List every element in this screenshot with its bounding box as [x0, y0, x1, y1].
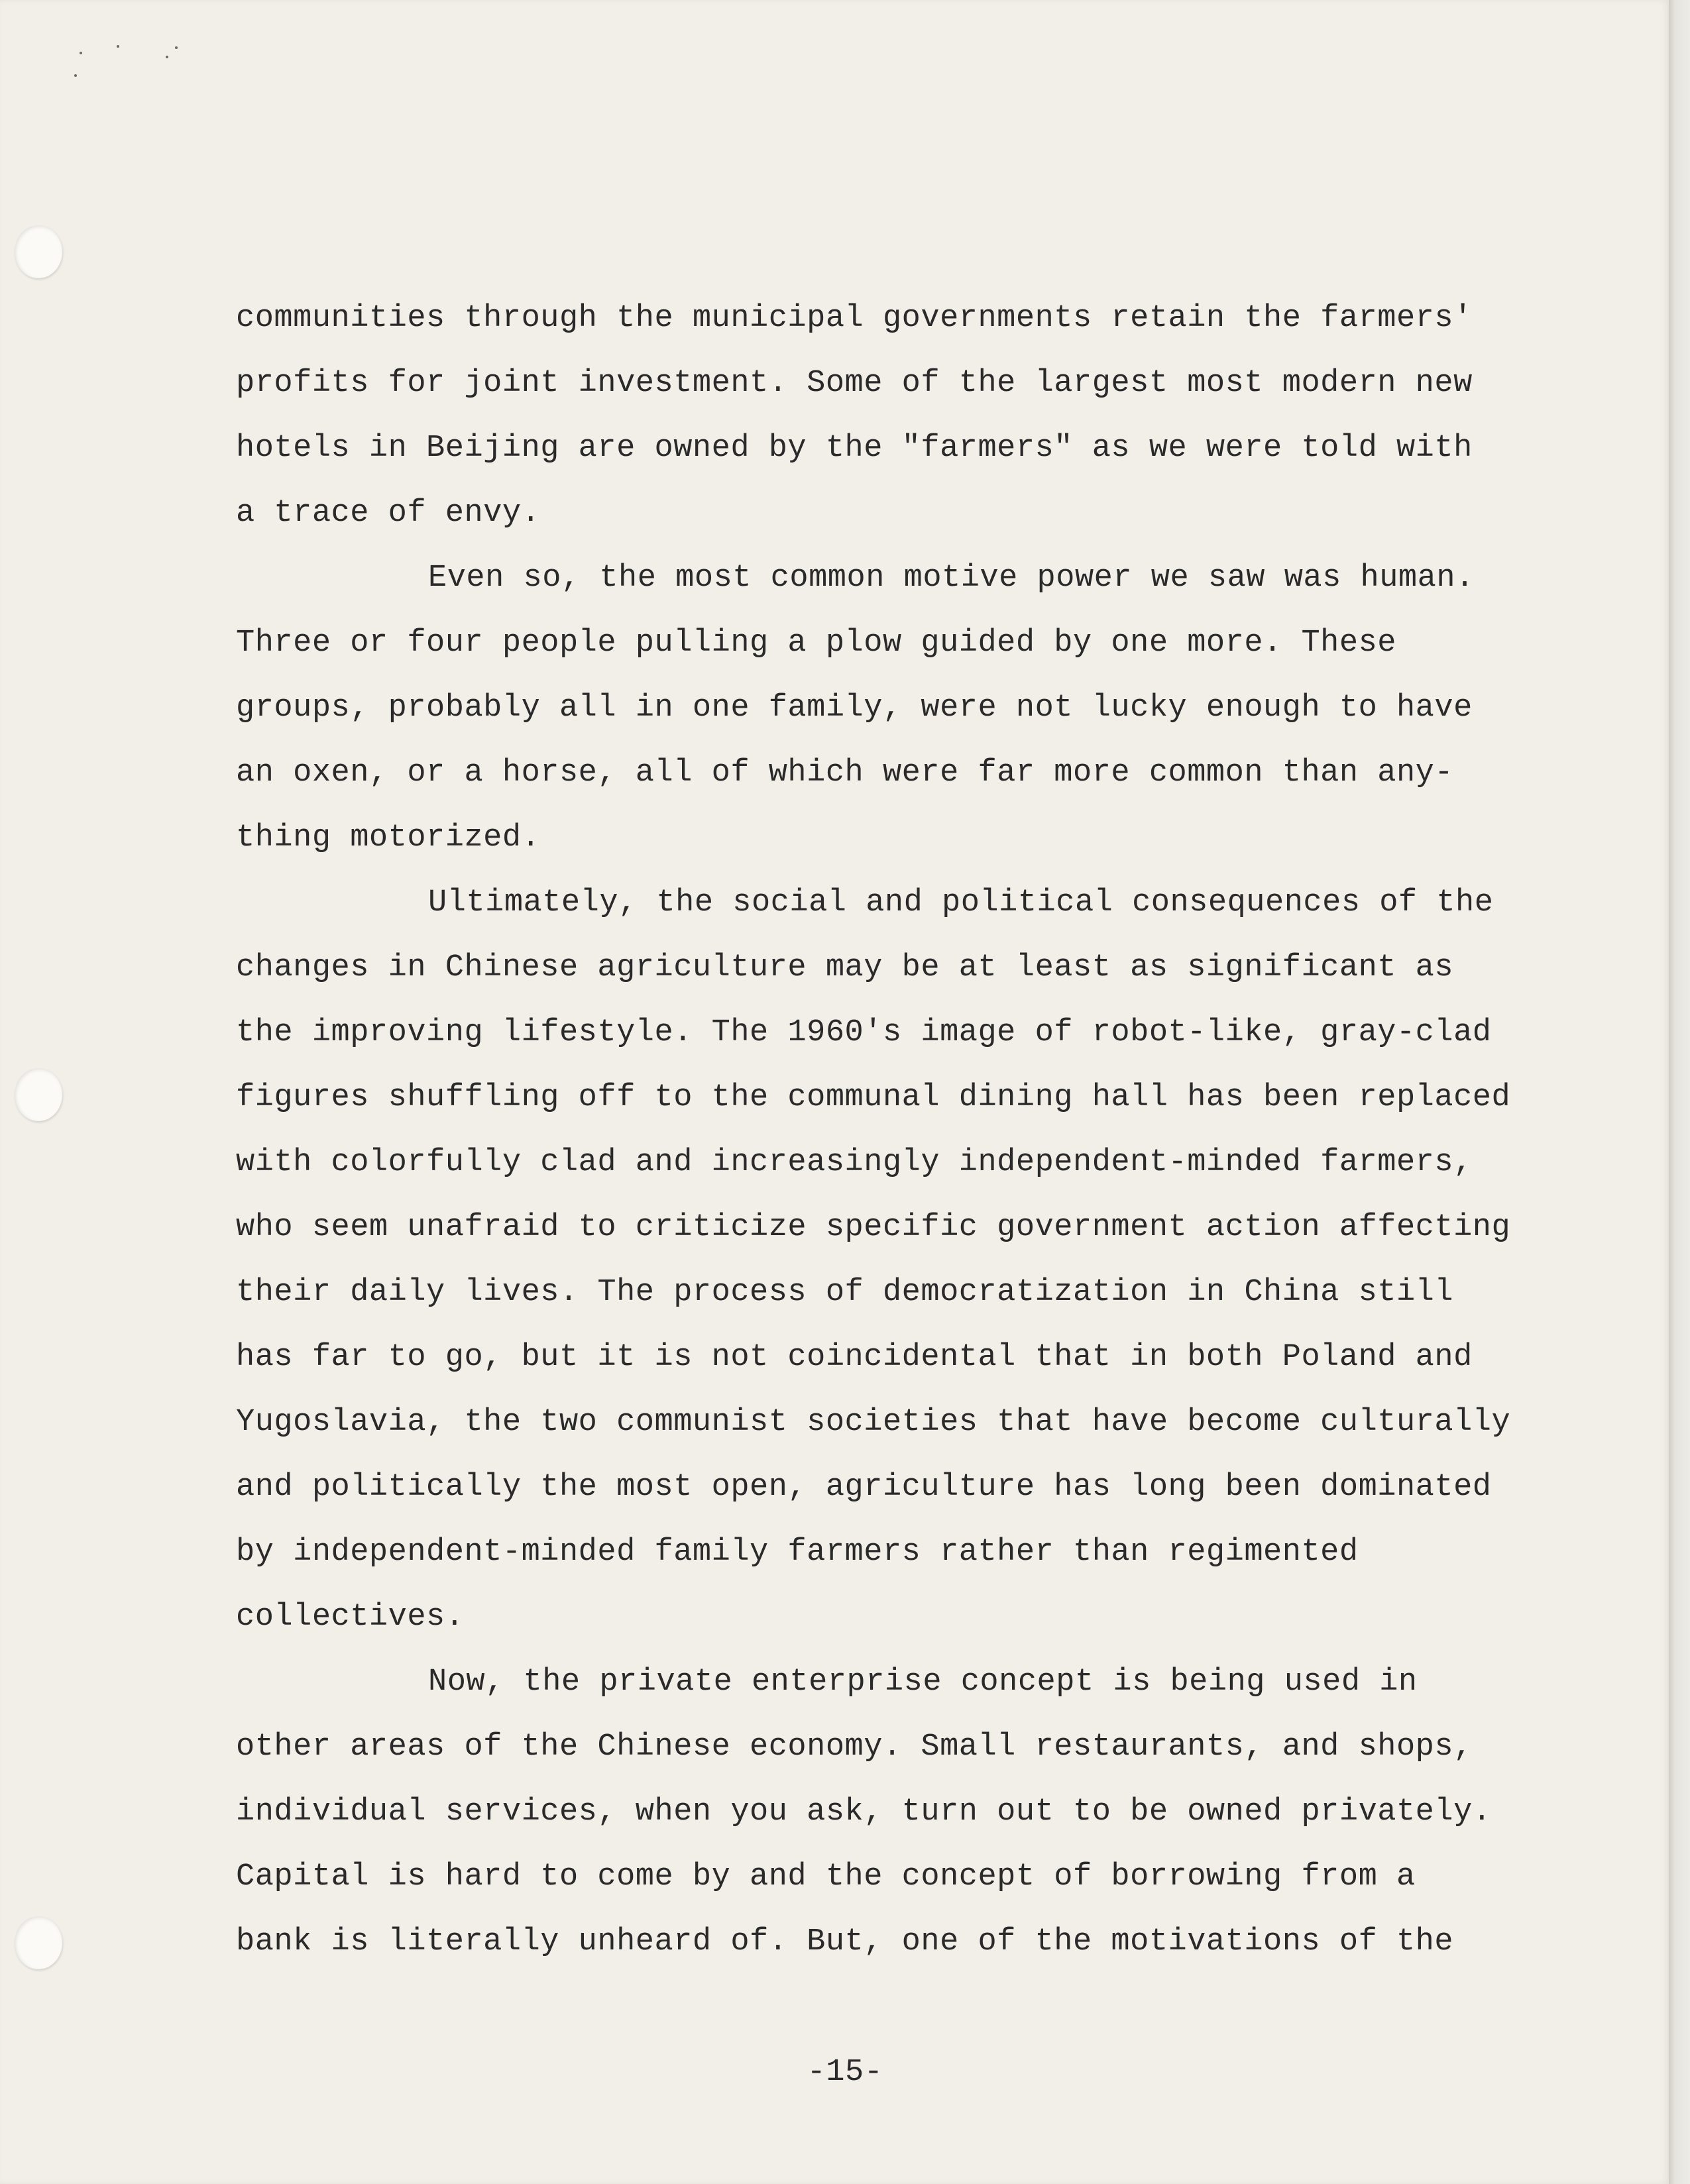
text-line: the improving lifestyle. The 1960's image of robot-like, gray-clad	[236, 1015, 1492, 1050]
paragraph-2	[236, 546, 1568, 871]
body-text	[236, 286, 1568, 1975]
text-line: individual services, when you ask, turn out to be owned privately.	[236, 1794, 1492, 1829]
text-line: Three or four people pulling a plow guided by one more. These	[236, 626, 1396, 661]
text-line: Ultimately, the social and political consequences of the	[428, 885, 1494, 920]
text-line: by independent-minded family farmers rather than regimented	[236, 1535, 1359, 1570]
text-line: and politically the most open, agriculture has long been dominated	[236, 1470, 1492, 1505]
text-line: collectives.	[236, 1600, 465, 1635]
text-line: profits for joint investment. Some of the largest most modern new	[236, 366, 1473, 401]
text-line: groups, probably all in one family, were not lucky enough to have	[236, 690, 1473, 726]
text-line: their daily lives. The process of democratization in China still	[236, 1275, 1454, 1310]
text-line: hotels in Beijing are owned by the "farmers" as we were told with	[236, 431, 1473, 466]
paper-speck	[175, 46, 178, 49]
binder-hole-top	[15, 225, 62, 278]
paper-speck	[80, 52, 82, 54]
page-edge-shadow	[1669, 0, 1690, 2184]
binder-hole-middle	[15, 1068, 62, 1121]
paragraph-4	[236, 1650, 1568, 1975]
text-line: Even so, the most common motive power we saw was human.	[428, 561, 1475, 596]
paper-speck	[74, 74, 77, 77]
paper-speck	[166, 56, 168, 58]
text-line: with colorfully clad and increasingly independent-minded farmers,	[236, 1145, 1473, 1180]
text-line: other areas of the Chinese economy. Small restaurants, and shops,	[236, 1729, 1473, 1765]
text-line: a trace of envy.	[236, 496, 541, 531]
text-line: Capital is hard to come by and the concept of borrowing from a	[236, 1859, 1416, 1894]
text-line: Yugoslavia, the two communist societies that have become culturally	[236, 1405, 1511, 1440]
text-line: has far to go, but it is not coincidental that in both Poland and	[236, 1340, 1473, 1375]
text-line: communities through the municipal governments retain the farmers'	[236, 301, 1473, 336]
paragraph-1	[236, 286, 1568, 546]
text-line: Now, the private enterprise concept is being used in	[428, 1665, 1418, 1700]
page-number: -15-	[807, 2055, 883, 2090]
paper-speck	[117, 45, 119, 48]
text-line: who seem unafraid to criticize specific government action affecting	[236, 1210, 1511, 1245]
text-line: bank is literally unheard of. But, one of the motivations of the	[236, 1924, 1454, 1959]
text-line: thing motorized.	[236, 820, 541, 855]
text-line: changes in Chinese agriculture may be at least as significant as	[236, 950, 1454, 985]
text-line: an oxen, or a horse, all of which were far more common than any-	[236, 755, 1454, 791]
binder-hole-bottom	[15, 1916, 62, 1969]
paragraph-3	[236, 871, 1568, 1650]
text-line: figures shuffling off to the communal dining hall has been replaced	[236, 1080, 1511, 1115]
